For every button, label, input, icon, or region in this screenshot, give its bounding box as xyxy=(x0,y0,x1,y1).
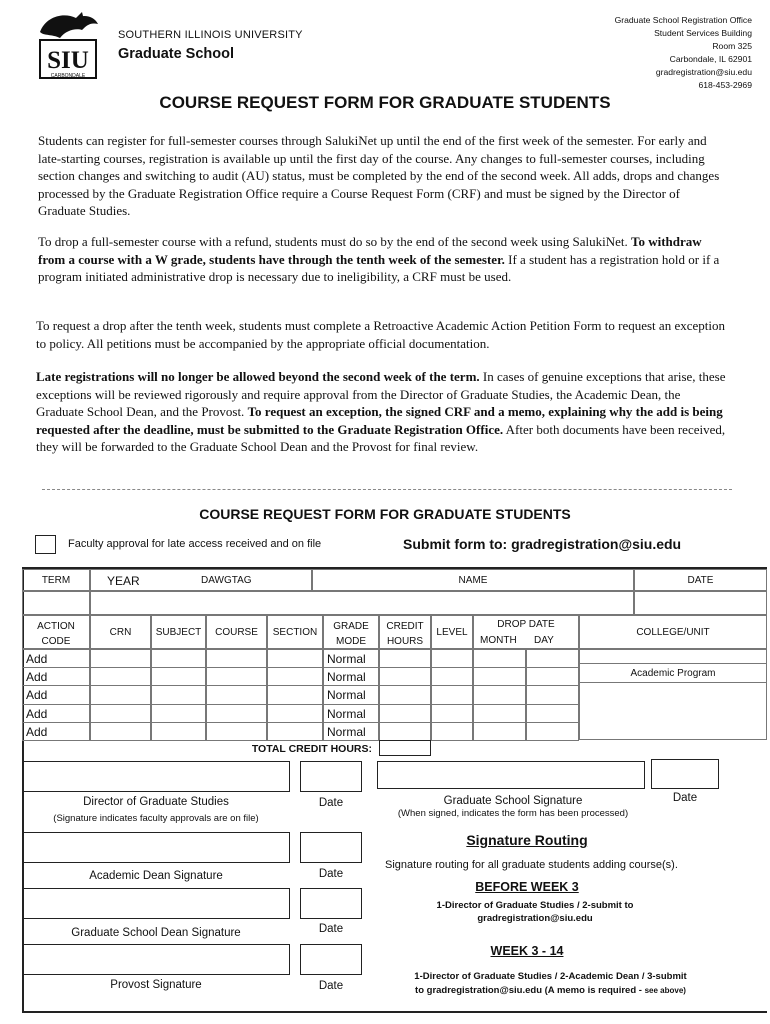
year-dawgtag-name-field[interactable] xyxy=(90,591,634,615)
exceptions-text: In cases of genuine exceptions that arise, these exceptions will be reviewed rigorously and require approval from the Director of Graduate Studies, the Academic Dean, the Graduate School Dean, and the Provost. xyxy=(36,369,726,419)
drop-text: To drop a full-semester course with a refund, students must do so by the end of the second week using SalukiNet. xyxy=(38,234,628,249)
col-crn: CRN xyxy=(90,615,151,649)
col-course: COURSE xyxy=(206,615,267,649)
col-credit-hours: CREDIT HOURS xyxy=(379,615,431,649)
grad-school-signature-note: (When signed, indicates the form has been processed) xyxy=(397,808,629,819)
course-cell-input[interactable] xyxy=(206,649,267,668)
grad-dean-date-field[interactable] xyxy=(300,888,362,919)
table-row xyxy=(22,667,579,685)
before-week-heading: BEFORE WEEK 3 xyxy=(475,880,579,894)
grad-school-date-label: Date xyxy=(672,792,698,804)
exception-request-text: To request an exception, the signed CRF and a memo, explaining why the add is being requested after the deadline, must be submitted to the Graduate Registration Office. xyxy=(36,404,723,437)
week-range-line-2: to gradregistration@siu.edu (A memo is required - see above) xyxy=(415,985,686,996)
name-label: NAME xyxy=(312,569,634,591)
office-line: Student Services Building xyxy=(654,28,752,38)
submit-instruction: Submit form to: gradregistration@siu.edu xyxy=(403,536,682,552)
office-phone: 618-453-2969 xyxy=(698,80,752,90)
routing-title: Signature Routing xyxy=(466,832,588,848)
course-cell-input[interactable] xyxy=(90,649,151,668)
director-signature-label: Director of Graduate Studies xyxy=(83,796,229,808)
course-cell-input[interactable] xyxy=(526,722,579,741)
before-week-text xyxy=(390,899,680,925)
office-line: Carbondale, IL 62901 xyxy=(669,54,752,64)
total-credit-field[interactable] xyxy=(379,740,431,756)
director-signature-note: (Signature indicates faculty approvals are on file) xyxy=(53,813,259,824)
divider xyxy=(42,489,732,490)
course-cell-input[interactable] xyxy=(473,685,526,704)
course-cell-input[interactable] xyxy=(526,667,579,686)
forward-text: After both documents have been received, they will be forwarded to the Graduate School Dean and the Provost for final review. xyxy=(36,421,726,454)
grade-mode-select[interactable]: Normal xyxy=(323,704,379,723)
withdraw-text: To withdraw from a course with a W grade, students have through the tenth week of the semester. xyxy=(38,234,702,267)
dawgtag-label: DAWGTAG xyxy=(201,575,252,586)
col-college-unit: COLLEGE/UNIT xyxy=(579,615,767,649)
provost-date-field[interactable] xyxy=(300,944,362,975)
hold-text: If a student has a registration hold or if a program initiated administrative drop is necessary due to ineligibility, a CRF must be used. xyxy=(38,251,720,284)
academic-dean-signature-label: Academic Dean Signature xyxy=(89,870,223,882)
course-cell-input[interactable] xyxy=(431,685,473,704)
course-cell-input[interactable] xyxy=(206,704,267,723)
office-email: gradregistration@siu.edu xyxy=(655,67,752,77)
course-cell-input[interactable] xyxy=(206,722,267,741)
date-label: DATE xyxy=(634,569,767,591)
provost-signature-field[interactable] xyxy=(22,944,290,975)
director-date-label: Date xyxy=(318,797,344,809)
course-cell-input[interactable] xyxy=(431,722,473,741)
action-code-select[interactable]: Add xyxy=(22,685,90,704)
week-range-text xyxy=(383,970,718,998)
action-code-select[interactable]: Add xyxy=(22,649,90,668)
form-title: COURSE REQUEST FORM FOR GRADUATE STUDENTS xyxy=(199,506,571,522)
table-row xyxy=(22,704,579,722)
course-cell-input[interactable] xyxy=(90,704,151,723)
routing-intro: Signature routing for all graduate students adding course(s). xyxy=(385,859,678,871)
paragraph-registration: Students can register for full-semester courses through SalukiNet up until the end of the first week of the semester. For early and late-starting courses, registration is available up until the first day of the course. Any changes to full-semester courses, including section changes and switching to audit (AU) status, must be completed by the end of the second week. All adds, drops and changes processed by the Graduate Registration Office require a Course Request Form (CRF) and must be signed by the Director of Graduate Studies. xyxy=(38,133,720,218)
course-cell-input[interactable] xyxy=(151,649,206,668)
col-subject: SUBJECT xyxy=(151,615,206,649)
paragraph-drop-withdraw xyxy=(38,233,730,286)
before-week-line-1: 1-Director of Graduate Studies / 2-submit to xyxy=(436,900,634,911)
course-cell-input[interactable] xyxy=(379,649,431,668)
grad-school-date-field[interactable] xyxy=(651,759,719,789)
course-cell-input[interactable] xyxy=(526,649,579,668)
course-cell-input[interactable] xyxy=(267,667,323,686)
course-cell-input[interactable] xyxy=(431,704,473,723)
provost-date-label: Date xyxy=(318,980,344,992)
course-rows xyxy=(22,649,579,740)
course-cell-input[interactable] xyxy=(151,722,206,741)
course-cell-input[interactable] xyxy=(526,685,579,704)
director-date-field[interactable] xyxy=(300,761,362,792)
course-cell-input[interactable] xyxy=(379,667,431,686)
grade-mode-select[interactable]: Normal xyxy=(323,685,379,704)
office-line: Graduate School Registration Office xyxy=(614,15,752,25)
director-signature-field[interactable] xyxy=(22,761,290,792)
month-label: MONTH xyxy=(480,635,517,646)
faculty-approval-checkbox[interactable] xyxy=(35,535,56,554)
faculty-approval-label: Faculty approval for late access received and on file xyxy=(68,538,322,550)
grade-mode-select[interactable]: Normal xyxy=(323,722,379,741)
paragraph-late-registration xyxy=(36,368,728,456)
office-line: Room 325 xyxy=(712,41,752,51)
office-address xyxy=(615,14,752,92)
academic-dean-date-label: Date xyxy=(318,868,344,880)
table-row xyxy=(22,722,579,740)
course-cell-input[interactable] xyxy=(90,722,151,741)
before-week-line-2: gradregistration@siu.edu xyxy=(477,913,593,924)
col-level: LEVEL xyxy=(431,615,473,649)
course-cell-input[interactable] xyxy=(206,667,267,686)
course-cell-input[interactable] xyxy=(151,667,206,686)
col-drop-date xyxy=(473,615,579,649)
week-range-line-1: 1-Director of Graduate Studies / 2-Academic Dean / 3-submit xyxy=(414,971,687,982)
academic-program-label: Academic Program xyxy=(579,663,767,683)
see-above-note: see above) xyxy=(644,986,686,995)
academic-dean-date-field[interactable] xyxy=(300,832,362,863)
course-cell-input[interactable] xyxy=(473,722,526,741)
grad-dean-signature-field[interactable] xyxy=(22,888,290,919)
grad-school-signature-field[interactable] xyxy=(377,761,645,789)
grad-school-signature-label: Graduate School Signature xyxy=(443,795,583,807)
course-cell-input[interactable] xyxy=(379,722,431,741)
table-row xyxy=(22,685,579,703)
academic-dean-signature-field[interactable] xyxy=(22,832,290,863)
course-cell-input[interactable] xyxy=(267,704,323,723)
course-cell-input[interactable] xyxy=(151,704,206,723)
course-cell-input[interactable] xyxy=(206,685,267,704)
course-cell-input[interactable] xyxy=(473,667,526,686)
course-cell-input[interactable] xyxy=(90,667,151,686)
grade-mode-select[interactable]: Normal xyxy=(323,649,379,668)
col-action-code: ACTION CODE xyxy=(22,615,90,649)
siu-logo xyxy=(36,10,100,80)
course-cell-input[interactable] xyxy=(526,704,579,723)
term-field[interactable] xyxy=(22,591,90,615)
university-name: SOUTHERN ILLINOIS UNIVERSITY xyxy=(118,29,303,41)
course-cell-input[interactable] xyxy=(431,667,473,686)
term-label: TERM xyxy=(22,569,90,591)
day-label: DAY xyxy=(534,635,554,646)
action-code-select[interactable]: Add xyxy=(22,704,90,723)
provost-signature-label: Provost Signature xyxy=(110,979,202,991)
logo-text: SIU xyxy=(47,47,89,74)
col-section: SECTION xyxy=(267,615,323,649)
page-title: COURSE REQUEST FORM FOR GRADUATE STUDENTS xyxy=(159,93,611,112)
course-cell-input[interactable] xyxy=(473,649,526,668)
logo-subtext: CARBONDALE xyxy=(50,73,86,79)
week-range-heading: WEEK 3 - 14 xyxy=(490,944,564,958)
paragraph-retroactive: To request a drop after the tenth week, students must complete a Retroactive Academic Action Petition Form to request an exception to policy. All petitions must be accompanied by the appropriate official documentation. xyxy=(36,318,725,351)
action-code-select[interactable]: Add xyxy=(22,722,90,741)
course-cell-input[interactable] xyxy=(379,685,431,704)
action-code-select[interactable]: Add xyxy=(22,667,90,686)
course-cell-input[interactable] xyxy=(90,685,151,704)
date-field[interactable] xyxy=(634,591,767,615)
course-cell-input[interactable] xyxy=(379,704,431,723)
total-credit-label: TOTAL CREDIT HOURS: xyxy=(251,743,372,755)
course-cell-input[interactable] xyxy=(267,685,323,704)
course-cell-input[interactable] xyxy=(431,649,473,668)
grad-dean-signature-label: Graduate School Dean Signature xyxy=(71,927,241,939)
school-name: Graduate School xyxy=(118,46,235,62)
year-dawgtag-cell xyxy=(90,569,312,591)
drop-date-label: DROP DATE xyxy=(497,619,555,630)
course-cell-input[interactable] xyxy=(151,685,206,704)
table-row xyxy=(22,649,579,667)
col-grade-mode: GRADE MODE xyxy=(323,615,379,649)
course-cell-input[interactable] xyxy=(267,649,323,668)
grad-dean-date-label: Date xyxy=(318,923,344,935)
course-cell-input[interactable] xyxy=(473,704,526,723)
late-reg-text: Late registrations will no longer be allowed beyond the second week of the term. xyxy=(36,369,480,384)
grade-mode-select[interactable]: Normal xyxy=(323,667,379,686)
year-label: YEAR xyxy=(107,574,140,588)
course-cell-input[interactable] xyxy=(267,722,323,741)
